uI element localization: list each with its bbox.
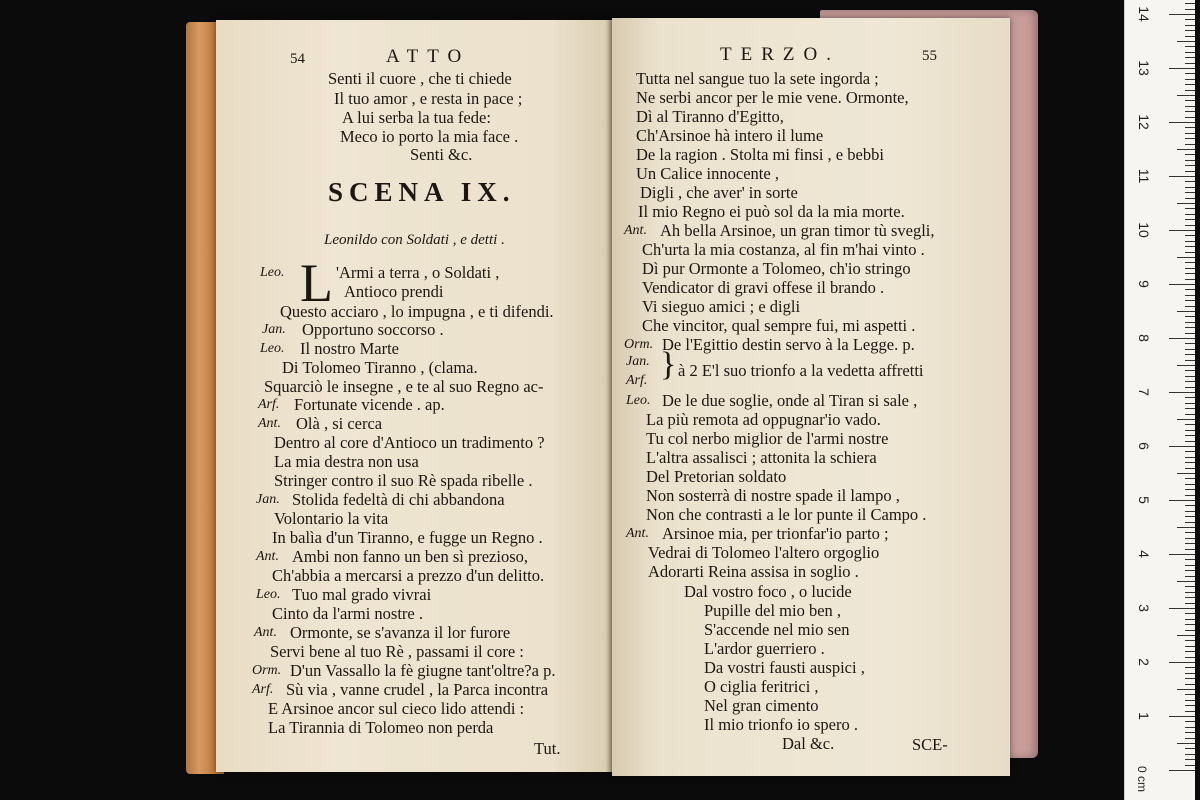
- dialogue-line: Stringer contro il suo Rè spada ribelle .: [274, 471, 533, 490]
- ruler-tick: [1185, 630, 1195, 631]
- ruler-tick: [1185, 90, 1195, 91]
- ruler-tick: [1185, 354, 1195, 355]
- text-line: Tutta nel sangue tuo la sete ingorda ;: [636, 69, 879, 88]
- ruler-tick: [1185, 160, 1195, 161]
- ruler-tick: [1185, 30, 1195, 31]
- ruler-tick: [1185, 262, 1195, 263]
- speaker: Arf.: [626, 373, 648, 388]
- dialogue-line: Ambi non fanno un ben sì prezioso,: [292, 547, 529, 566]
- ruler-number: 13: [1136, 60, 1152, 76]
- dialogue-line: 'Armi a terra , o Soldati ,: [336, 263, 500, 282]
- text-line: Non che contrasti a le lor punte il Campo .: [646, 505, 927, 524]
- aria-line: O ciglia feritrici ,: [704, 677, 819, 696]
- ruler-tick: [1177, 419, 1195, 420]
- ruler-tick: [1177, 257, 1195, 258]
- speaker: Leo.: [626, 393, 651, 408]
- ruler-tick: [1185, 457, 1195, 458]
- page-number-left: 54: [290, 51, 305, 67]
- ruler-tick: [1185, 133, 1195, 134]
- ruler-number: 6: [1136, 442, 1152, 450]
- ruler-tick: [1185, 19, 1195, 20]
- ruler-tick: [1185, 187, 1195, 188]
- ruler-tick: [1185, 73, 1195, 74]
- ruler-tick: [1169, 338, 1195, 339]
- scene-title: SCENA IX.: [328, 177, 516, 207]
- ruler-tick: [1185, 592, 1195, 593]
- text-line: Tu col nerbo miglior de l'armi nostre: [646, 429, 889, 448]
- ruler-tick: [1185, 549, 1195, 550]
- aria-line: Pupille del mio ben ,: [704, 601, 842, 620]
- text-line: Dì pur Ormonte a Tolomeo, ch'io stringo: [642, 259, 911, 278]
- ruler-tick: [1185, 360, 1195, 361]
- ruler-tick: [1185, 657, 1195, 658]
- dialogue-line: La Tirannia di Tolomeo non perda: [268, 718, 494, 737]
- measuring-ruler: [1124, 0, 1195, 800]
- dialogue-line: Opportuno soccorso .: [302, 320, 444, 339]
- ruler-tick: [1185, 36, 1195, 37]
- ruler-tick: [1185, 25, 1195, 26]
- ruler-tick: [1185, 511, 1195, 512]
- text-line: Non sosterrà di nostre spade il lampo ,: [646, 486, 900, 505]
- dialogue-line: Di Tolomeo Tiranno , (clama.: [282, 358, 478, 377]
- duet-line: à 2 E'l suo trionfo a la vedetta affretti: [678, 361, 924, 380]
- ruler-tick: [1185, 79, 1195, 80]
- dialogue-line: Sù via , vanne crudel , la Parca incontra: [286, 680, 549, 699]
- left-page: [216, 20, 612, 772]
- ruler-tick: [1185, 252, 1195, 253]
- ruler-tick: [1185, 198, 1195, 199]
- text-line: Vedrai di Tolomeo l'altero orgoglio: [648, 543, 880, 562]
- ruler-tick: [1169, 662, 1195, 663]
- ruler-tick: [1185, 468, 1195, 469]
- duet-brace: }: [660, 346, 677, 383]
- ruler-tick: [1177, 743, 1195, 744]
- ruler-tick: [1185, 711, 1195, 712]
- ruler-tick: [1185, 754, 1195, 755]
- text-line: Vi sieguo amici ; e digli: [642, 297, 801, 316]
- ruler-tick: [1185, 225, 1195, 226]
- ruler-tick: [1177, 527, 1195, 528]
- verse-line: Il tuo amor , e resta in pace ;: [334, 89, 523, 108]
- ruler-tick: [1169, 68, 1195, 69]
- ruler-tick: [1185, 684, 1195, 685]
- ruler-tick: [1185, 219, 1195, 220]
- ruler-tick: [1177, 365, 1195, 366]
- ruler-tick: [1169, 176, 1195, 177]
- ruler-number: 11: [1136, 168, 1152, 184]
- ruler-tick: [1185, 273, 1195, 274]
- aria-line: Da vostri fausti auspici ,: [704, 658, 865, 677]
- dialogue-line: Dentro al core d'Antioco un tradimento ?: [274, 433, 545, 452]
- ruler-tick: [1177, 689, 1195, 690]
- ruler-tick: [1185, 154, 1195, 155]
- ruler-tick: [1169, 500, 1195, 501]
- speaker: Leo.: [260, 341, 285, 356]
- ruler-tick: [1185, 727, 1195, 728]
- ruler-number: 1: [1136, 712, 1152, 720]
- text-line: Un Calice innocente ,: [636, 164, 779, 183]
- ruler-tick: [1185, 165, 1195, 166]
- ruler-tick: [1185, 343, 1195, 344]
- text-line: Dì al Tiranno d'Egitto,: [636, 107, 784, 126]
- ruler-tick: [1185, 408, 1195, 409]
- drop-cap-L: L: [300, 253, 333, 313]
- ruler-tick: [1185, 678, 1195, 679]
- ruler-unit-label: 0 cm: [1135, 765, 1150, 793]
- text-line: De l'Egittio destin servo à la Legge. p.: [662, 335, 915, 354]
- ruler-tick: [1185, 484, 1195, 485]
- ruler-tick: [1185, 52, 1195, 53]
- ruler-tick: [1185, 208, 1195, 209]
- ruler-tick: [1185, 414, 1195, 415]
- speaker: Arf.: [252, 682, 274, 697]
- dialogue-line: E Arsinoe ancor sul cieco lido attendi :: [268, 699, 525, 718]
- ruler-tick: [1169, 14, 1195, 15]
- speaker: Leo.: [256, 587, 281, 602]
- dialogue-line: Volontario la vita: [274, 509, 389, 528]
- ruler-tick: [1185, 300, 1195, 301]
- dialogue-line: Questo acciaro , lo impugna , e ti difendi.: [280, 302, 554, 321]
- ruler-tick: [1185, 171, 1195, 172]
- dialogue-line: Ch'abbia a mercarsi a prezzo d'un delitto.: [272, 566, 545, 585]
- speaker: Orm.: [252, 663, 282, 678]
- ruler-number: 14: [1136, 6, 1152, 22]
- ruler-tick: [1185, 397, 1195, 398]
- ruler-tick: [1185, 46, 1195, 47]
- dialogue-line: In balìa d'un Tiranno, e fugge un Regno .: [272, 528, 543, 547]
- ruler-tick: [1185, 721, 1195, 722]
- ruler-tick: [1185, 376, 1195, 377]
- dialogue-line: La mia destra non usa: [274, 452, 419, 471]
- ruler-tick: [1185, 646, 1195, 647]
- ruler-tick: [1169, 716, 1195, 717]
- ruler-tick: [1177, 473, 1195, 474]
- stage-direction: Leonildo con Soldati , e detti .: [324, 232, 505, 248]
- ruler-tick: [1185, 576, 1195, 577]
- ruler-number: 10: [1136, 222, 1152, 238]
- dialogue-line: Tuo mal grado vivrai: [292, 585, 432, 604]
- speaker: Jan.: [262, 322, 286, 337]
- ruler-tick: [1185, 495, 1195, 496]
- dialogue-line: Ormonte, se s'avanza il lor furore: [290, 623, 511, 642]
- text-line: Vendicator di gravi offese il brando .: [642, 278, 885, 297]
- ruler-tick: [1185, 57, 1195, 58]
- running-head-right: TERZO.: [720, 44, 840, 65]
- ruler-number: 2: [1136, 658, 1152, 666]
- ruler-tick: [1185, 489, 1195, 490]
- verse-line: A lui serba la tua fede:: [342, 108, 491, 127]
- ruler-tick: [1185, 63, 1195, 64]
- dialogue-line: Stolida fedeltà di chi abbandona: [292, 490, 505, 509]
- ruler-tick: [1185, 748, 1195, 749]
- ruler-tick: [1185, 327, 1195, 328]
- verse-line: Senti &c.: [410, 145, 473, 164]
- catchword-right: SCE-: [912, 735, 948, 754]
- ruler-tick: [1185, 117, 1195, 118]
- ruler-tick: [1185, 478, 1195, 479]
- ruler-tick: [1185, 192, 1195, 193]
- ruler-tick: [1185, 181, 1195, 182]
- running-head-left: ATTO: [386, 46, 471, 67]
- text-line: Ch'urta la mia costanza, al fin m'hai vinto .: [642, 240, 925, 259]
- ruler-tick: [1185, 570, 1195, 571]
- verse-line: Meco io porto la mia face .: [340, 127, 519, 146]
- ruler-tick: [1185, 597, 1195, 598]
- ruler-tick: [1185, 430, 1195, 431]
- ruler-tick: [1185, 516, 1195, 517]
- ruler-tick: [1185, 451, 1195, 452]
- ruler-tick: [1185, 532, 1195, 533]
- text-line: Adorarti Reina assisa in soglio .: [648, 562, 859, 581]
- right-page: [612, 18, 1010, 776]
- ruler-number: 4: [1136, 550, 1152, 558]
- ruler-tick: [1185, 381, 1195, 382]
- text-line: De la ragion . Stolta mi finsi , e bebbi: [636, 145, 884, 164]
- ruler-tick: [1185, 619, 1195, 620]
- page-number-right: 55: [922, 48, 937, 64]
- speaker: Ant.: [624, 223, 647, 238]
- ruler-tick: [1177, 203, 1195, 204]
- ruler-tick: [1185, 673, 1195, 674]
- dialogue-line: Olà , si cerca: [296, 414, 383, 433]
- ruler-tick: [1185, 624, 1195, 625]
- ruler-tick: [1185, 462, 1195, 463]
- ruler-tick: [1185, 613, 1195, 614]
- ruler-tick: [1177, 581, 1195, 582]
- ruler-number: 7: [1136, 388, 1152, 396]
- dialogue-line: D'un Vassallo la fè giugne tant'oltre?a p.: [290, 661, 556, 680]
- ruler-tick: [1185, 289, 1195, 290]
- ruler-tick: [1185, 111, 1195, 112]
- ruler-number: 8: [1136, 334, 1152, 342]
- aria-line: Il mio trionfo io spero .: [704, 715, 858, 734]
- ruler-tick: [1185, 333, 1195, 334]
- ruler-tick: [1185, 214, 1195, 215]
- ruler-tick: [1185, 403, 1195, 404]
- ruler-tick: [1185, 565, 1195, 566]
- ruler-tick: [1185, 435, 1195, 436]
- dialogue-line: Squarciò le insegne , e te al suo Regno ac-: [264, 377, 544, 396]
- ruler-tick: [1185, 586, 1195, 587]
- ruler-tick: [1185, 424, 1195, 425]
- ruler-tick: [1169, 770, 1195, 771]
- speaker: Jan.: [626, 354, 650, 369]
- ruler-tick: [1185, 279, 1195, 280]
- ruler-tick: [1169, 446, 1195, 447]
- text-line: Ne serbi ancor per le mie vene. Ormonte,: [636, 88, 909, 107]
- aria-line: Dal &c.: [782, 734, 835, 753]
- speaker: Jan.: [256, 492, 280, 507]
- ruler-tick: [1185, 559, 1195, 560]
- ruler-tick: [1177, 149, 1195, 150]
- ruler-number: 3: [1136, 604, 1152, 612]
- ruler-tick: [1177, 41, 1195, 42]
- speaker: Ant.: [254, 625, 277, 640]
- ruler-tick: [1177, 635, 1195, 636]
- dialogue-line: Il nostro Marte: [300, 339, 399, 358]
- text-line: Digli , che aver' in sorte: [640, 183, 798, 202]
- ruler-tick: [1185, 106, 1195, 107]
- ruler-tick: [1185, 543, 1195, 544]
- ruler-tick: [1185, 387, 1195, 388]
- dialogue-line: Antioco prendi: [344, 282, 444, 301]
- ruler-tick: [1185, 349, 1195, 350]
- ruler-tick: [1185, 306, 1195, 307]
- ruler-tick: [1185, 505, 1195, 506]
- ruler-tick: [1185, 235, 1195, 236]
- aria-line: Dal vostro foco , o lucide: [684, 582, 852, 601]
- aria-line: L'ardor guerriero .: [704, 639, 825, 658]
- ruler-number: 5: [1136, 496, 1152, 504]
- ruler-number: 9: [1136, 280, 1152, 288]
- text-line: De le due soglie, onde al Tiran si sale ,: [662, 391, 918, 410]
- text-line: La più remota ad oppugnar'io vado.: [646, 410, 881, 429]
- text-line: L'altra assalisci ; attonita la schiera: [646, 448, 877, 467]
- ruler-tick: [1185, 241, 1195, 242]
- ruler-tick: [1185, 246, 1195, 247]
- speaker: Leo.: [260, 265, 285, 280]
- text-line: Che vincitor, qual sempre fui, mi aspetti .: [642, 316, 916, 335]
- ruler-tick: [1169, 284, 1195, 285]
- ruler-tick: [1185, 295, 1195, 296]
- speaker: Ant.: [258, 416, 281, 431]
- ruler-tick: [1185, 316, 1195, 317]
- catchword-left: Tut.: [534, 739, 561, 758]
- dialogue-line: Cinto da l'armi nostre .: [272, 604, 423, 623]
- text-line: Il mio Regno ei può sol da la mia morte.: [638, 202, 905, 221]
- text-line: Ah bella Arsinoe, un gran timor tù svegli,: [660, 221, 935, 240]
- ruler-number: 12: [1136, 114, 1152, 130]
- dialogue-line: Fortunate vicende . ap.: [294, 395, 445, 414]
- ruler-tick: [1185, 322, 1195, 323]
- text-line: Del Pretorian soldato: [646, 467, 787, 486]
- ruler-tick: [1185, 268, 1195, 269]
- ruler-tick: [1177, 311, 1195, 312]
- ruler-tick: [1185, 732, 1195, 733]
- text-line: Ch'Arsinoe hà intero il lume: [636, 126, 824, 145]
- ruler-tick: [1185, 700, 1195, 701]
- ruler-tick: [1185, 738, 1195, 739]
- ruler-tick: [1185, 127, 1195, 128]
- ruler-tick: [1169, 608, 1195, 609]
- ruler-tick: [1185, 538, 1195, 539]
- ruler-tick: [1185, 3, 1195, 4]
- ruler-tick: [1185, 441, 1195, 442]
- ruler-tick: [1169, 554, 1195, 555]
- ruler-tick: [1185, 603, 1195, 604]
- ruler-tick: [1185, 765, 1195, 766]
- text-line: Arsinoe mia, per trionfar'io parto ;: [662, 524, 889, 543]
- ruler-tick: [1185, 84, 1195, 85]
- ruler-tick: [1185, 694, 1195, 695]
- ruler-tick: [1185, 651, 1195, 652]
- ruler-tick: [1185, 144, 1195, 145]
- ruler-tick: [1185, 705, 1195, 706]
- verse-line: Senti il cuore , che ti chiede: [328, 69, 512, 88]
- speaker: Ant.: [256, 549, 279, 564]
- ruler-tick: [1185, 667, 1195, 668]
- ruler-tick: [1185, 100, 1195, 101]
- ruler-tick: [1169, 230, 1195, 231]
- aria-line: S'accende nel mio sen: [704, 620, 850, 639]
- speaker: Orm.: [624, 337, 654, 352]
- ruler-tick: [1185, 522, 1195, 523]
- ruler-tick: [1169, 122, 1195, 123]
- dialogue-line: Servi bene al tuo Rè , passami il core :: [270, 642, 524, 661]
- ruler-tick: [1185, 370, 1195, 371]
- ruler-tick: [1169, 392, 1195, 393]
- ruler-tick: [1185, 9, 1195, 10]
- ruler-tick: [1185, 759, 1195, 760]
- ruler-tick: [1177, 95, 1195, 96]
- ruler-tick: [1185, 138, 1195, 139]
- speaker: Ant.: [626, 526, 649, 541]
- ruler-tick: [1185, 640, 1195, 641]
- speaker: Arf.: [258, 397, 280, 412]
- aria-line: Nel gran cimento: [704, 696, 819, 715]
